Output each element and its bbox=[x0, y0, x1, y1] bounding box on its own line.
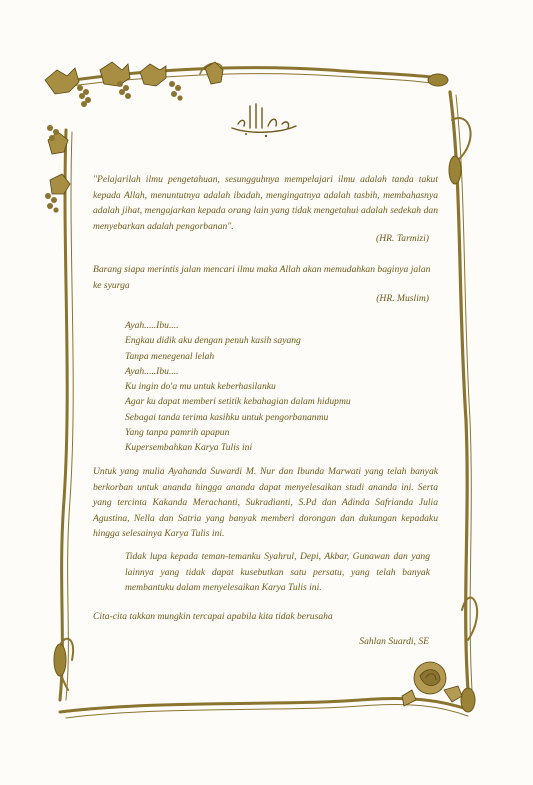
poem-line: Engkau didik aku dengan penuh kasih sayang bbox=[125, 335, 301, 347]
quote-tarmizi-source: (HR. Tarmizi) bbox=[376, 233, 429, 244]
poem-line: Agar ku dapat memberi setitik kebahagian dalam hidupmu bbox=[125, 396, 351, 408]
quote-muslim: Barang siapa merintis jalan mencari ilmu maka Allah akan memudahkan baginya jalan ke syurga bbox=[93, 264, 431, 291]
poem-line: Yang tanpa pamrih apapun bbox=[125, 427, 230, 439]
bismillah-calligraphy-icon bbox=[228, 100, 300, 140]
poem-line: Kupersembahkan Karya Tulis ini bbox=[125, 442, 253, 454]
poem bbox=[125, 318, 425, 456]
poem-line: Sebagai tanda terima kasihku untuk pengorbananmu bbox=[125, 411, 329, 423]
quote-tarmizi: "Pelajarilah ilmu pengetahuan, sesungguhnya mempelajari ilmu adalah tanda takut kepada Allah, menuntutnya adalah ibadah, mengingatnya adalah tasbih, membahasnya adalah jihat, mengajarkan kepada orang lain yang tidak mengetahui adalah sedekah dan menyebarkan adalah pengorbanan". bbox=[93, 174, 438, 232]
poem-line: Tanpa menegenal lelah bbox=[125, 350, 215, 362]
dedication-family: Untuk yang mulia Ayahanda Suwardi M. Nur dan Ibunda Marwati yang telah banyak berkorban untuk ananda hingga ananda dapat menyelesaikan studi ananda ini. Serta yang tercinta Kakanda Merachanti, Sukradianti, S.Pd dan Adinda Safrianda Julia Agustina, Nella dan Satria yang banyak memberi dorongan dan dukungan kepadaku hingga selesainya Karya Tulis ini. bbox=[93, 466, 438, 539]
poem-line: Ayah.....Ibu.... bbox=[125, 365, 179, 377]
poem-line: Ku ingin do'a mu untuk keberhasilanku bbox=[125, 381, 276, 393]
quote-muslim-source: (HR. Muslim) bbox=[376, 293, 429, 304]
poem-line: Ayah.....Ibu.... bbox=[125, 320, 179, 331]
rose-icon bbox=[402, 662, 462, 706]
signature: Sahlan Suardi, SE bbox=[359, 636, 429, 647]
closing-line: Cita-cita takkan mungkin tercapai apabila kita tidak berusaha bbox=[93, 611, 333, 622]
dedication-friends: Tidak lupa kepada teman-temanku Syahrul, Depi, Akbar, Gunawan dan yang lainnya yang tidak dapat kusebutkan satu persatu, yang telah banyak membantuku dalam menyelesaikan Karya Tulis ini. bbox=[125, 551, 430, 593]
